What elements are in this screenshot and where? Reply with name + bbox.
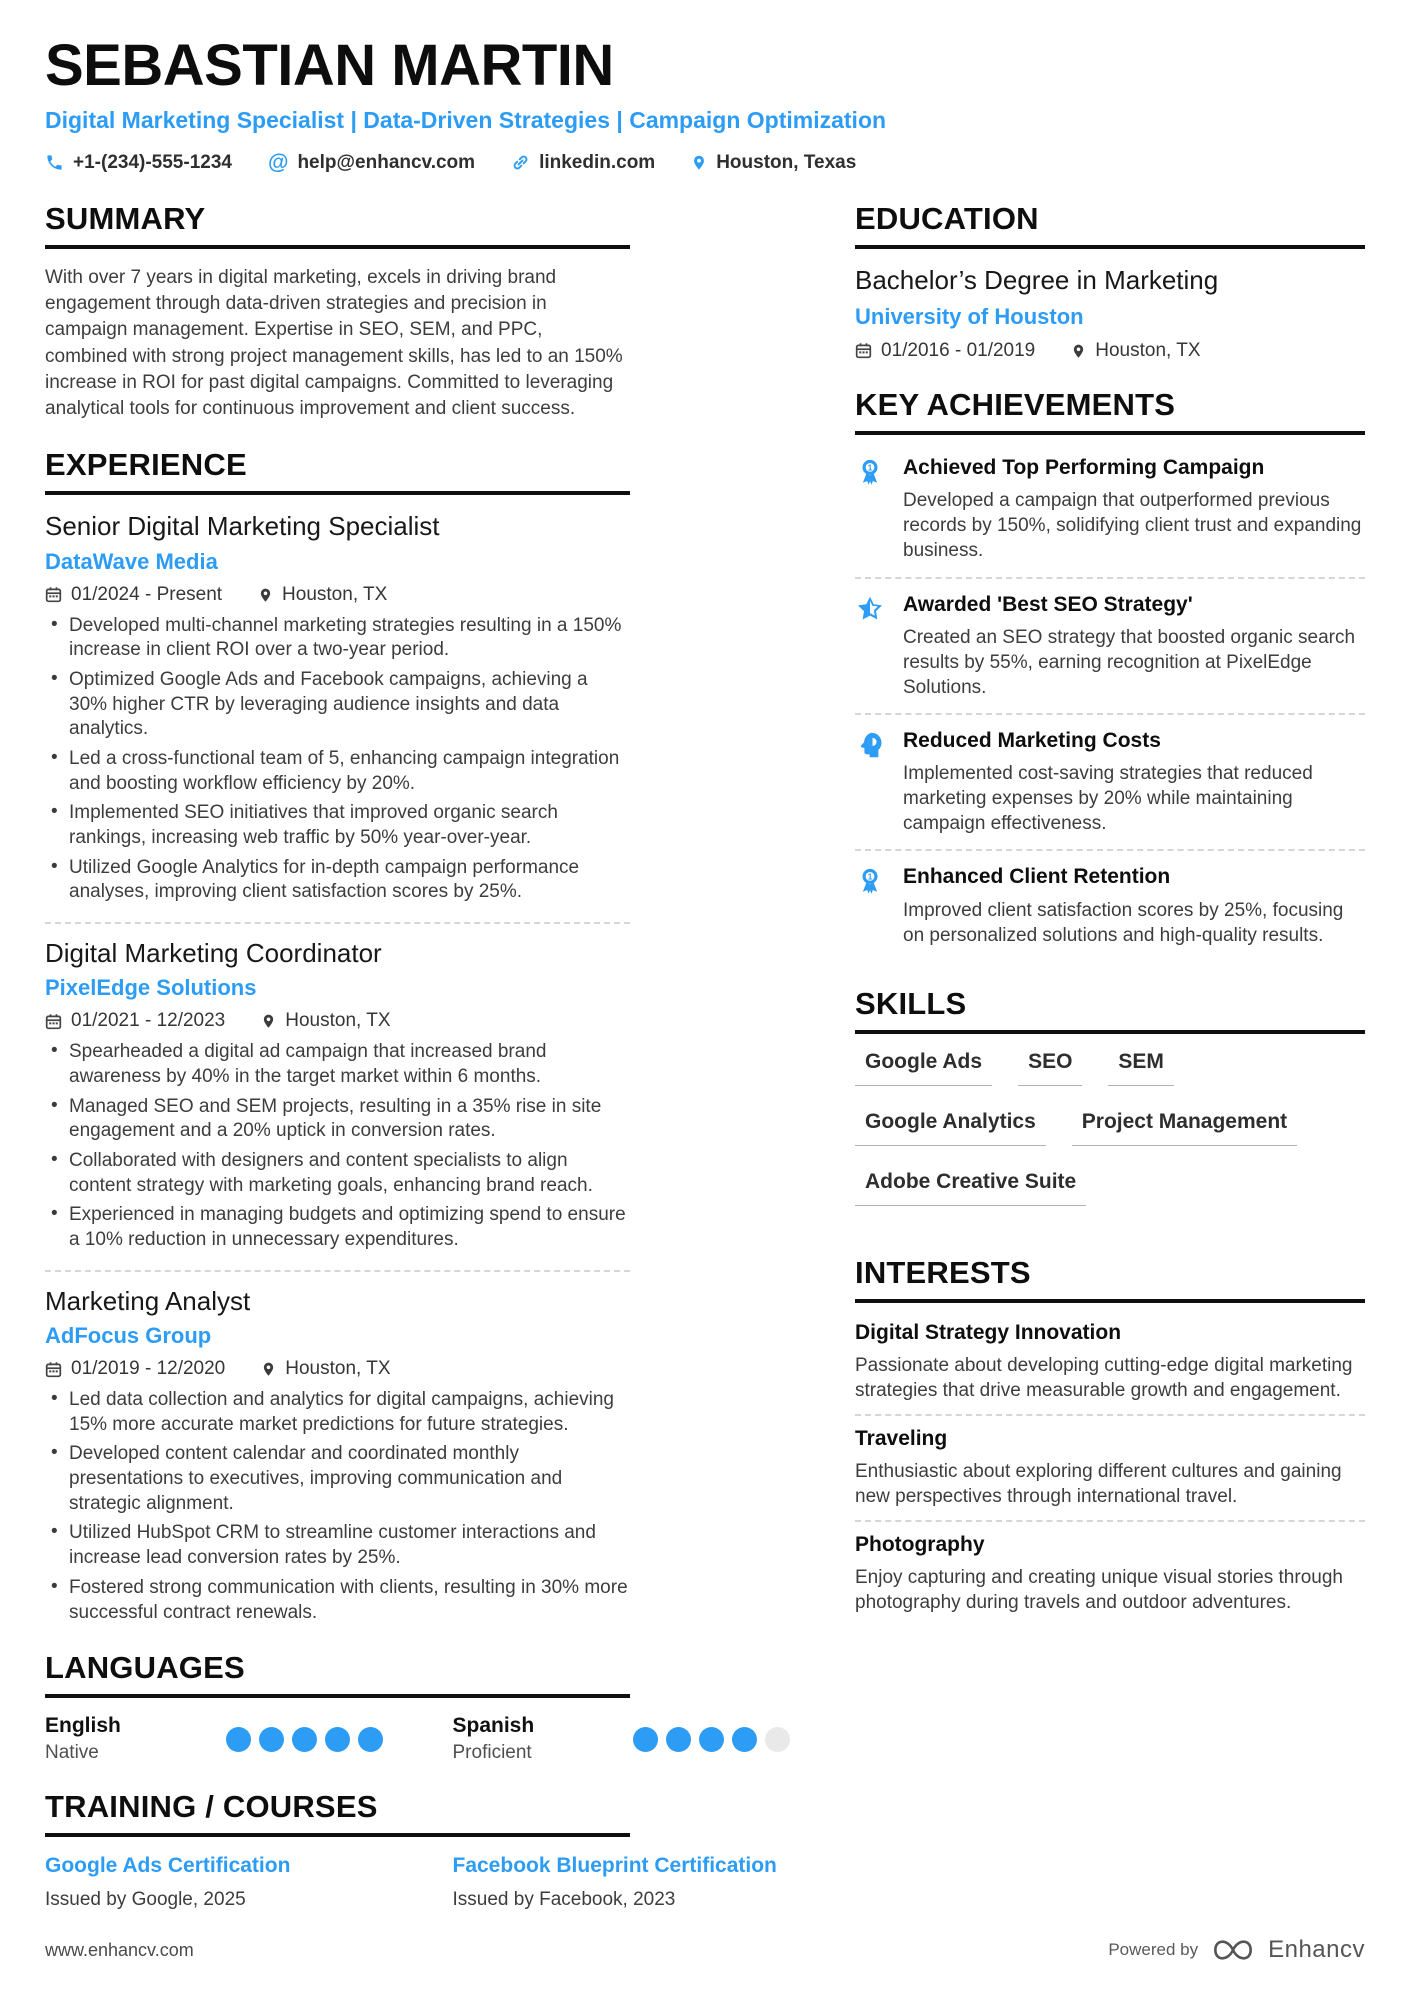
left-column — [45, 200, 777, 1937]
contact-email-text: help@enhancv.com — [297, 151, 476, 173]
section-achievements — [855, 388, 1365, 961]
education-dates: 01/2016 - 01/2019 — [855, 340, 1035, 362]
proficiency-dot — [259, 1727, 284, 1752]
job-entry — [45, 1286, 630, 1625]
job-location: Houston, TX — [258, 584, 387, 606]
head-icon — [855, 728, 887, 836]
company-name: DataWave Media — [45, 548, 218, 574]
contact-phone-text: +1-(234)-555-1234 — [73, 151, 232, 173]
language-level: Proficient — [452, 1742, 532, 1764]
company-name: PixelEdge Solutions — [45, 975, 257, 1001]
interest-title: Digital Strategy Innovation — [855, 1320, 1122, 1344]
calendar-icon — [45, 1361, 62, 1378]
section-training — [45, 1789, 777, 1910]
experience-heading: EXPERIENCE — [45, 448, 630, 495]
achievement-title: Achieved Top Performing Campaign — [903, 456, 1265, 480]
bullet-item: • Led a cross-functional team of 5, enhancing campaign integration and boosting workflow efficiency by 20%. — [45, 747, 630, 796]
proficiency-dot — [292, 1727, 317, 1752]
enhancv-logo-icon — [1210, 1935, 1256, 1965]
section-skills — [855, 987, 1365, 1230]
language-dots — [226, 1727, 383, 1752]
bullet-item: • Optimized Google Ads and Facebook campaigns, achieving a 30% higher CTR by leveraging audience insights and data analytics. — [45, 668, 630, 742]
bullet-item: • Spearheaded a digital ad campaign that increased brand awareness by 40% in the target market within 6 months. — [45, 1040, 630, 1089]
job-dates: 01/2019 - 12/2020 — [45, 1358, 225, 1380]
skill-pill: Project Management — [1072, 1110, 1297, 1146]
bullet-item: • Led data collection and analytics for digital campaigns, achieving 15% more accurate market predictions for future strategies. — [45, 1388, 630, 1437]
bullet-list — [45, 614, 630, 906]
header — [45, 33, 1365, 175]
star-icon — [855, 592, 887, 700]
language-name: Spanish — [452, 1714, 535, 1738]
interests-heading: INTERESTS — [855, 1256, 1365, 1303]
degree-title: Bachelor’s Degree in Marketing — [855, 264, 1219, 295]
education-heading: EDUCATION — [855, 202, 1365, 249]
bullet-list — [45, 1040, 630, 1253]
skill-pill: Google Analytics — [855, 1110, 1046, 1146]
interest-item — [855, 1522, 1365, 1626]
skill-pill: SEO — [1018, 1050, 1082, 1086]
language-dots — [633, 1727, 790, 1752]
contact-location — [691, 152, 856, 174]
person-name: SEBASTIAN MARTIN — [45, 33, 614, 98]
interest-item — [855, 1319, 1365, 1416]
calendar-icon — [45, 586, 62, 603]
interest-text: Enthusiastic about exploring different cultures and gaining new perspectives through international travel. — [855, 1461, 1342, 1508]
bullet-item: • Utilized HubSpot CRM to streamline customer interactions and increase lead conversion rates by 25%. — [45, 1521, 630, 1570]
right-column — [855, 202, 1365, 1652]
job-title: Senior Digital Marketing Specialist — [45, 511, 440, 542]
svg-text:1: 1 — [867, 872, 873, 882]
achievement-item — [855, 715, 1365, 851]
interest-title: Photography — [855, 1533, 985, 1557]
proficiency-dot — [732, 1727, 757, 1752]
skill-pill: Google Ads — [855, 1050, 992, 1086]
interest-text: Passionate about developing cutting-edge digital marketing strategies that drive measurable growth and engagement. — [855, 1354, 1353, 1401]
course-item — [453, 1853, 791, 1910]
interest-item — [855, 1416, 1365, 1522]
location-pin-icon — [691, 153, 707, 172]
section-summary — [45, 202, 630, 422]
achievement-text: Developed a campaign that outperformed previous records by 150%, solidifying client trust and expanding business. — [903, 490, 1362, 562]
link-icon — [511, 153, 530, 172]
course-title: Facebook Blueprint Certification — [452, 1854, 777, 1878]
training-heading: TRAINING / COURSES — [45, 1790, 630, 1837]
bullet-item: • Developed content calendar and coordinated monthly presentations to executives, improving communication and strategic alignment. — [45, 1442, 630, 1516]
contact-linkedin[interactable] — [511, 152, 655, 174]
company-name: AdFocus Group — [45, 1323, 212, 1349]
bullet-item: • Developed multi-channel marketing strategies resulting in a 150% increase in client ROI over a two-year period. — [45, 614, 630, 663]
skill-pill: Adobe Creative Suite — [855, 1170, 1086, 1206]
section-interests — [855, 1256, 1365, 1627]
powered-by — [1108, 1935, 1365, 1965]
bullet-item: • Collaborated with designers and content specialists to align content strategy with marketing goals, enhancing brand reach. — [45, 1149, 630, 1198]
powered-by-label: Powered by — [1108, 1940, 1199, 1959]
course-item — [45, 1853, 383, 1910]
achievement-item — [855, 451, 1365, 578]
languages-heading: LANGUAGES — [45, 1651, 630, 1698]
language-level: Native — [45, 1742, 99, 1764]
job-location: Houston, TX — [261, 1010, 390, 1032]
section-experience — [45, 448, 630, 1625]
proficiency-dot — [765, 1727, 790, 1752]
at-icon: @ — [267, 151, 289, 175]
contact-phone — [45, 152, 232, 174]
location-pin-icon — [1071, 342, 1086, 360]
language-item — [45, 1714, 383, 1764]
bullet-item: • Experienced in managing budgets and optimizing spend to ensure a 10% reduction in unnecessary expenditures. — [45, 1203, 630, 1252]
job-title: Marketing Analyst — [45, 1285, 251, 1316]
achievement-title: Enhanced Client Retention — [903, 865, 1171, 889]
proficiency-dot — [325, 1727, 350, 1752]
bullet-item: • Managed SEO and SEM projects, resulting in a 35% rise in site engagement and a 20% uptick in conversion rates. — [45, 1095, 630, 1144]
achievement-text: Implemented cost-saving strategies that reduced marketing expenses by 20% while maintaining campaign effectiveness. — [903, 763, 1313, 835]
phone-icon — [45, 153, 64, 172]
medal-icon — [855, 864, 887, 947]
proficiency-dot — [358, 1727, 383, 1752]
location-pin-icon — [258, 586, 273, 604]
interest-title: Traveling — [855, 1427, 948, 1451]
achievement-text: Improved client satisfaction scores by 25%, focusing on personalized solutions and high-quality results. — [903, 899, 1344, 946]
education-location: Houston, TX — [1071, 340, 1200, 362]
bullet-list — [45, 1388, 630, 1625]
proficiency-dot — [226, 1727, 251, 1752]
medal-icon — [855, 455, 887, 563]
school-name: University of Houston — [855, 303, 1084, 329]
section-languages — [45, 1651, 630, 1764]
contact-email[interactable] — [268, 152, 475, 174]
skill-pill: SEM — [1108, 1050, 1174, 1086]
proficiency-dot — [666, 1727, 691, 1752]
language-item — [453, 1714, 791, 1764]
achievements-heading: KEY ACHIEVEMENTS — [855, 388, 1365, 435]
achievement-item — [855, 851, 1365, 960]
svg-text:1: 1 — [867, 463, 873, 473]
job-dates: 01/2021 - 12/2023 — [45, 1010, 225, 1032]
achievement-item — [855, 579, 1365, 715]
location-pin-icon — [261, 1360, 276, 1378]
contact-location-text: Houston, Texas — [716, 151, 857, 173]
summary-heading: SUMMARY — [45, 202, 630, 249]
proficiency-dot — [633, 1727, 658, 1752]
brand-name: Enhancv — [1268, 1936, 1365, 1963]
achievement-title: Reduced Marketing Costs — [903, 728, 1161, 752]
proficiency-dot — [699, 1727, 724, 1752]
job-location: Houston, TX — [261, 1358, 390, 1380]
calendar-icon — [855, 342, 872, 359]
job-entry — [45, 938, 630, 1272]
job-dates: 01/2024 - Present — [45, 584, 222, 606]
person-headline: Digital Marketing Specialist | Data-Driven Strategies | Campaign Optimization — [45, 106, 887, 133]
course-issuer: Issued by Google, 2025 — [45, 1888, 246, 1910]
course-title: Google Ads Certification — [45, 1854, 291, 1878]
bullet-item: • Implemented SEO initiatives that improved organic search rankings, increasing web traffic by 50% year-over-year. — [45, 801, 630, 850]
contact-linkedin-text: linkedin.com — [539, 151, 656, 173]
language-name: English — [45, 1714, 121, 1738]
location-pin-icon — [261, 1012, 276, 1030]
contact-row — [45, 152, 1365, 174]
section-education — [855, 202, 1365, 362]
achievement-title: Awarded 'Best SEO Strategy' — [903, 592, 1193, 616]
job-title: Digital Marketing Coordinator — [45, 938, 382, 969]
summary-text: With over 7 years in digital marketing, excels in driving brand engagement through data-driven strategies and precision in campaign management. Expertise in SEO, SEM, and PPC, combined with strong project management skills, has led to an 150% increase in ROI for past digital campaigns. Committed to leveraging analytical tools for continuous improvement and client success. — [45, 266, 623, 420]
course-issuer: Issued by Facebook, 2023 — [452, 1888, 676, 1910]
site-link[interactable]: www.enhancv.com — [45, 1939, 194, 1960]
achievement-text: Created an SEO strategy that boosted organic search results by 55%, earning recognition at PixelEdge Solutions. — [903, 626, 1356, 698]
calendar-icon — [45, 1013, 62, 1030]
bullet-item: • Utilized Google Analytics for in-depth campaign performance analyses, improving client satisfaction scores by 25%. — [45, 856, 630, 905]
skills-heading: SKILLS — [855, 987, 1365, 1034]
bullet-item: • Fostered strong communication with clients, resulting in 30% more successful contract renewals. — [45, 1576, 630, 1625]
job-entry — [45, 511, 630, 924]
interest-text: Enjoy capturing and creating unique visual stories through photography during travels and outdoor adventures. — [855, 1567, 1343, 1614]
footer — [45, 1935, 1365, 1965]
